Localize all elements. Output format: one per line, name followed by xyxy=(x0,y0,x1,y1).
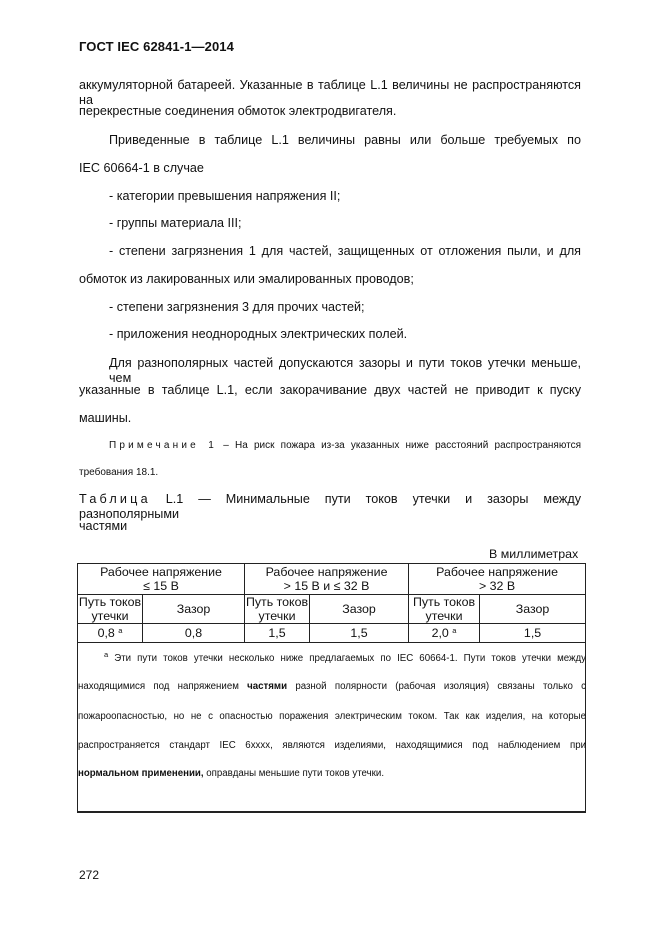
header-clearance-cell: Зазор xyxy=(143,595,245,624)
footnote-line xyxy=(78,650,586,665)
header-text: Рабочее напряжение xyxy=(436,565,558,579)
list-item-continuation: обмоток из лакированных или эмалированных проводов; xyxy=(79,272,414,286)
table-title-text: L.1 — Минимальные пути токов утечки и зазоры между разнополярными xyxy=(79,492,581,521)
footnote-line: распространяется стандарт IEC 6xxxx, являются изделиями, находящимися под наблюдением при xyxy=(78,740,586,751)
table-subheader-row xyxy=(78,595,586,624)
header-text: Рабочее напряжение xyxy=(100,565,222,579)
table-row xyxy=(78,624,586,643)
footnote-text: находящимися под напряжением xyxy=(78,681,248,692)
paragraph-line: перекрестные соединения обмоток электродвигателя. xyxy=(79,104,397,118)
header-clearance-cell: Зазор xyxy=(310,595,409,624)
paragraph-line: машины. xyxy=(79,411,132,425)
table-footnote-cell xyxy=(78,643,586,813)
table-header-row xyxy=(78,564,586,595)
footnote-line xyxy=(78,681,586,693)
footnote-text: Эти пути токов утечки несколько ниже предлагаемых по IEC 60664-1. Пути токов утечки между xyxy=(114,653,586,664)
header-text: Рабочее напряжение xyxy=(265,565,388,579)
document-header: ГОСТ IEC 62841-1—2014 xyxy=(79,39,234,54)
paragraph-line: Приведенные в таблице L.1 величины равны или больше требуемых по xyxy=(109,133,581,147)
list-item: - степени загрязнения 3 для прочих частей; xyxy=(109,300,365,314)
header-text: ≤ 15 В xyxy=(143,579,179,593)
footnote-mark: a xyxy=(452,626,457,635)
header-voltage-cell xyxy=(245,564,409,595)
note xyxy=(109,439,581,452)
list-item: - категории превышения напряжения II; xyxy=(109,189,341,203)
table-cell: 1,5 xyxy=(480,624,586,643)
header-text: Путь токов xyxy=(412,595,476,609)
footnote-line: пожароопасностью, но не с опасностью поражения электрическим током. Так как изделия, на которые xyxy=(78,711,586,722)
note-label: Примечание 1 xyxy=(109,440,218,451)
cell-value: 0,8 xyxy=(97,626,115,640)
header-text: > 32 В xyxy=(478,579,516,593)
paragraph-line: Для разнополярных частей допускаются зазоры и пути токов утечки меньше, чем xyxy=(109,356,581,385)
table-title xyxy=(79,492,581,522)
footnote-mark: a xyxy=(104,650,109,659)
table-cell: 1,5 xyxy=(245,624,310,643)
header-text: утечки xyxy=(425,609,463,623)
header-text: утечки xyxy=(91,609,129,623)
header-text: Путь токов xyxy=(78,595,142,609)
note-text: – На риск пожара из-за указанных ниже расстояний распространяются xyxy=(217,440,581,451)
footnote-text: оправданы меньшие пути токов утечки. xyxy=(203,768,385,779)
page-number: 272 xyxy=(79,868,100,882)
table-footnote-row xyxy=(78,643,586,813)
paragraph-line: указанные в таблице L.1, если закорачивание двух частей не приводит к пуску xyxy=(79,383,581,397)
header-creepage-cell xyxy=(245,595,310,624)
cell-value: 2,0 xyxy=(431,626,449,640)
header-text: > 15 В и ≤ 32 В xyxy=(283,579,370,593)
list-item: - группы материала III; xyxy=(109,216,242,230)
table-title-label: Таблица xyxy=(79,492,151,506)
footnote-bold-text: нормальном применении, xyxy=(78,768,204,779)
table-cell xyxy=(409,624,480,643)
header-creepage-cell xyxy=(78,595,143,624)
footnote-text: разной полярности (рабочая изоляция) связаны только с xyxy=(287,681,586,692)
footnote-line xyxy=(78,768,586,780)
header-text: утечки xyxy=(258,609,296,623)
header-clearance-cell: Зазор xyxy=(480,595,586,624)
table-title-text: частями xyxy=(79,519,128,533)
paragraph-line: IEC 60664-1 в случае xyxy=(79,161,204,175)
table-cell: 1,5 xyxy=(310,624,409,643)
header-creepage-cell xyxy=(409,595,480,624)
footnote-bold-text: частями xyxy=(247,681,288,692)
clearance-table xyxy=(77,563,586,813)
note-text: требования 18.1. xyxy=(79,467,159,478)
table-cell xyxy=(78,624,143,643)
header-text: Путь токов xyxy=(245,595,309,609)
list-item: - степени загрязнения 1 для частей, защищенных от отложения пыли, и для xyxy=(109,244,581,258)
header-voltage-cell xyxy=(78,564,245,595)
footnote-mark: a xyxy=(118,626,123,635)
header-voltage-cell xyxy=(409,564,586,595)
paragraph-line: аккумуляторной батареей. Указанные в таблице L.1 величины не распространяются на xyxy=(79,78,581,107)
list-item: - приложения неоднородных электрических полей. xyxy=(109,327,408,341)
table-cell: 0,8 xyxy=(143,624,245,643)
units-label: В миллиметрах xyxy=(489,547,579,561)
